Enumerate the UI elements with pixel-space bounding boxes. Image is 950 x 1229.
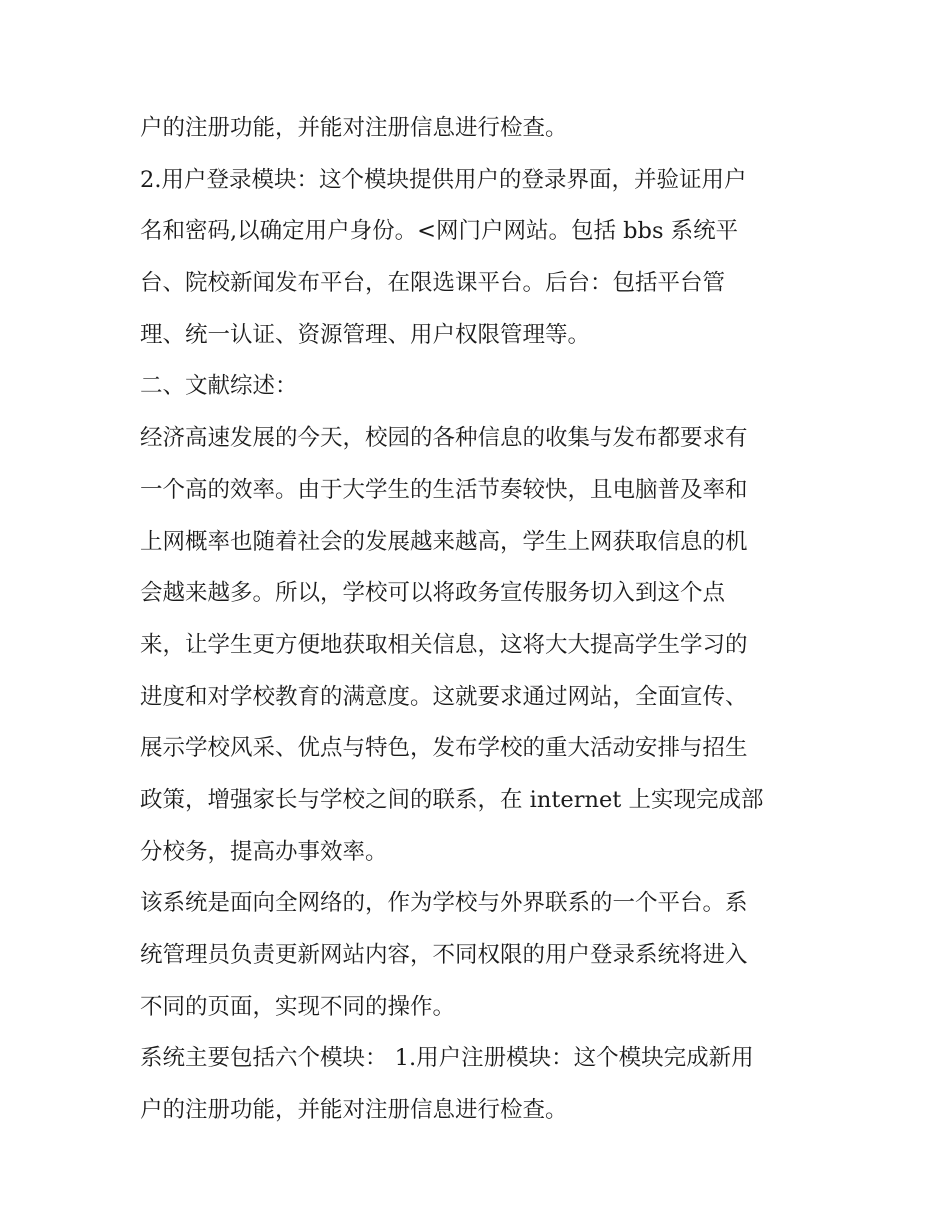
text-line-3: 名和密码,以确定用户身份。<网门户网站。包括 bbs 系统平 [140,218,739,245]
text-line-14: 政策，增强家长与学校之间的联系，在 internet 上实现完成部 [140,786,764,813]
text-line-13: 展示学校风采、优点与特色，发布学校的重大活动安排与招生 [140,735,748,762]
text-line-15: 分校务，提高办事效率。 [140,838,388,865]
text-line-7: 经济高速发展的今天，校园的各种信息的收集与发布都要求有 [140,425,748,452]
text-line-12: 进度和对学校教育的满意度。这就要求通过网站，全面宣传、 [140,683,748,710]
text-line-17: 统管理员负责更新网站内容，不同权限的用户登录系统将进入 [140,942,748,968]
text-line-10: 会越来越多。所以，学校可以将政务宣传服务切入到这个点 [140,580,726,607]
body-text [140,103,820,1137]
text-line-9: 上网概率也随着社会的发展越来越高，学生上网获取信息的机 [140,528,748,555]
text-line-11: 来，让学生更方便地获取相关信息，这将大大提高学生学习的 [140,631,748,658]
text-line-2: 2.用户登录模块：这个模块提供用户的登录界面，并验证用户 [140,166,747,193]
text-line-20: 户的注册功能，并能对注册信息进行检查。 [140,1097,568,1124]
section-heading: 二、文献综述： [140,373,298,400]
text-line-1: 户的注册功能，并能对注册信息进行检查。 [140,115,568,141]
text-line-5: 理、统一认证、资源管理、用户权限管理等。 [140,321,591,348]
text-line-18: 不同的页面，实现不同的操作。 [140,993,456,1020]
text-line-19: 系统主要包括六个模块： 1.用户注册模块：这个模块完成新用 [140,1045,754,1072]
text-line-4: 台、院校新闻发布平台，在限选课平台。后台：包括平台管 [140,270,726,297]
text-line-16: 该系统是面向全网络的，作为学校与外界联系的一个平台。系 [140,890,748,917]
text-line-8: 一个高的效率。由于大学生的生活节奏较快，且电脑普及率和 [140,476,748,503]
